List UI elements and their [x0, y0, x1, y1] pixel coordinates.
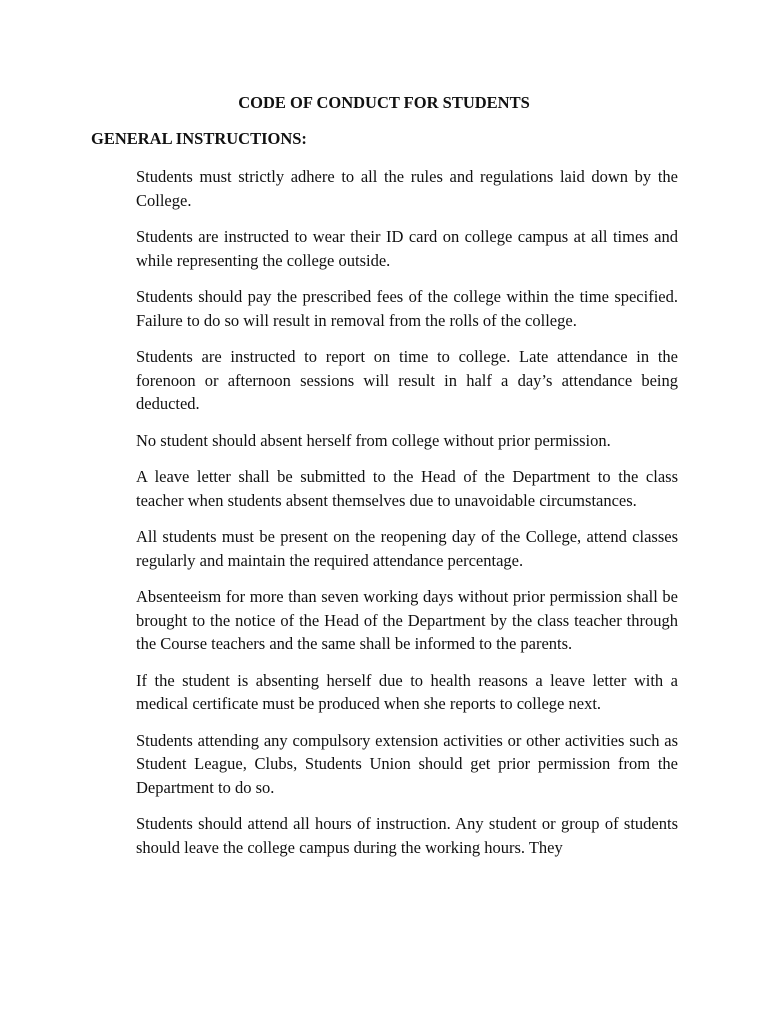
rule-paragraph: If the student is absenting herself due to health reasons a leave letter with a medical certificate must be produced when she reports to college next.	[136, 670, 678, 713]
rule-paragraph: No student should absent herself from college without prior permission.	[136, 430, 611, 450]
section-heading: GENERAL INSTRUCTIONS:	[91, 129, 307, 148]
document-title: CODE OF CONDUCT FOR STUDENTS	[238, 93, 530, 112]
rule-paragraph: Students must strictly adhere to all the rules and regulations laid down by the College.	[136, 167, 678, 210]
rule-paragraph: A leave letter shall be submitted to the Head of the Department to the class teacher when students absent themselves due to unavoidable circumstances.	[136, 467, 678, 510]
rule-paragraph: Students are instructed to report on time to college. Late attendance in the forenoon or afternoon sessions will result in half a day’s attendance being deducted.	[136, 347, 678, 413]
rules-list	[136, 165, 678, 872]
rule-paragraph: Students are instructed to wear their ID card on college campus at all times and while representing the college outside.	[136, 227, 678, 270]
rule-paragraph: Students attending any compulsory extension activities or other activities such as Student League, Clubs, Students Union should get prior permission from the Department to do so.	[136, 730, 678, 797]
rule-paragraph: All students must be present on the reopening day of the College, attend classes regularly and maintain the required attendance percentage.	[136, 527, 678, 570]
rule-paragraph: Students should attend all hours of instruction. Any student or group of students should leave the college campus during the working hours. They	[136, 814, 678, 857]
rule-paragraph: Absenteeism for more than seven working days without prior permission shall be brought to the notice of the Head of the Department by the class teacher through the Course teachers and the same shall be informed to the parents.	[136, 587, 678, 653]
rule-paragraph: Students should pay the prescribed fees of the college within the time specified. Failure to do so will result in removal from the rolls of the college.	[136, 287, 678, 330]
